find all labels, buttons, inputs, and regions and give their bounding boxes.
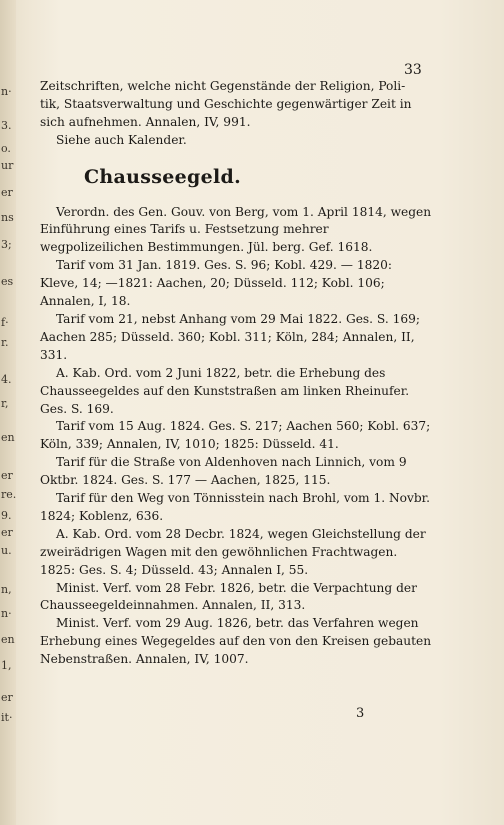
gutter-fragment: 1, — [1, 659, 12, 672]
gutter-fragment: er — [1, 469, 13, 482]
gutter-fragment: 3. — [1, 119, 12, 132]
intro-line: sich aufnehmen. Annalen, IV, 991. — [40, 114, 251, 129]
gutter-fragment: en — [1, 431, 15, 444]
gutter-fragment: re. — [1, 488, 17, 501]
entry-paragraph: Verordn. des Gen. Gouv. von Berg, vom 1. April 1814, wegen Einführung eines Tarifs u. Festsetzung mehrer wegpolizeilichen Bestimmungen. Jül. berg. Gef. 1618. — [40, 204, 432, 255]
entry-paragraph: A. Kab. Ord. vom 2 Juni 1822, betr. die Erhebung des Chausseegeldes auf den Kunststraßen am linken Rheinufer. Ges. S. 169. — [40, 365, 410, 416]
entry-paragraph: A. Kab. Ord. vom 28 Decbr. 1824, wegen Gleichstellung der zweirädrigen Wagen mit den gewöhnlichen Frachtwagen. 1825: Ges. S. 4; Düsseld. 43; Annalen I, 55. — [40, 526, 426, 577]
gutter-fragment: ns — [1, 211, 14, 224]
gutter-fragment: 4. — [1, 373, 12, 386]
gutter-fragment: 3; — [1, 238, 12, 251]
entry-paragraph: Tarif vom 15 Aug. 1824. Ges. S. 217; Aachen 560; Kobl. 637; Köln, 339; Annalen, IV, 1010; 1825: Düsseld. 41. — [40, 419, 431, 452]
page-number: 33 — [404, 62, 422, 78]
gutter-fragment: f· — [1, 316, 9, 329]
gutter-fragment: ur — [1, 159, 14, 172]
gutter-fragment: o. — [1, 142, 11, 155]
gutter-fragment: er — [1, 186, 13, 199]
section-heading: Chausseegeld. — [84, 165, 242, 188]
intro-line: tik, Staatsverwaltung und Geschichte gegenwärtiger Zeit in — [40, 96, 412, 111]
gutter-fragment: er — [1, 526, 13, 539]
cross-reference: Siehe auch Kalender. — [56, 132, 187, 147]
gutter-fragment: it· — [1, 711, 13, 724]
entry-paragraph: Tarif für die Straße von Aldenhoven nach Linnich, vom 9 Oktbr. 1824. Ges. S. 177 — Aachen, 1825, 115. — [40, 455, 407, 488]
entry-paragraph: Minist. Verf. vom 29 Aug. 1826, betr. das Verfahren wegen Erhebung eines Wegegeldes auf den von den Kreisen gebauten Nebenstraßen. Annalen, IV, 1007. — [40, 616, 432, 667]
facing-page-edge — [0, 0, 16, 825]
entry-paragraph: Tarif für den Weg von Tönnisstein nach Brohl, vom 1. Novbr. 1824; Koblenz, 636. — [40, 491, 431, 523]
gutter-fragment: en — [1, 633, 15, 646]
gutter-fragment: n· — [1, 607, 12, 620]
gutter-fragment: es — [1, 275, 14, 288]
intro-line: Zeitschriften, welche nicht Gegenstände der Religion, Poli- — [40, 79, 406, 93]
gutter-fragment: r. — [1, 336, 9, 349]
entry-paragraph: Tarif vom 31 Jan. 1819. Ges. S. 96; Kobl. 429. — 1820: Kleve, 14; —1821: Aachen, 20; Düsseld. 112; Kobl. 106; Annalen, I, 18. — [40, 258, 392, 309]
entry-paragraph: Tarif vom 21, nebst Anhang vom 29 Mai 1822. Ges. S. 169; Aachen 285; Düsseld. 360; Kobl. 311; Köln, 284; Annalen, II, 331. — [40, 311, 420, 362]
gutter-fragment: n, — [1, 583, 12, 596]
gutter-fragment: 9. — [1, 509, 12, 522]
entry-paragraph: Minist. Verf. vom 28 Febr. 1826, betr. die Verpachtung der Chausseegeldeinnahmen. Annalen, II, 313. — [40, 580, 417, 613]
gutter-fragment: n· — [1, 85, 12, 98]
page-body — [40, 78, 432, 669]
gutter-fragment: er — [1, 691, 13, 704]
gutter-fragment: r, — [1, 397, 9, 410]
signature-mark: 3 — [356, 706, 365, 721]
gutter-fragment: u. — [1, 544, 12, 557]
